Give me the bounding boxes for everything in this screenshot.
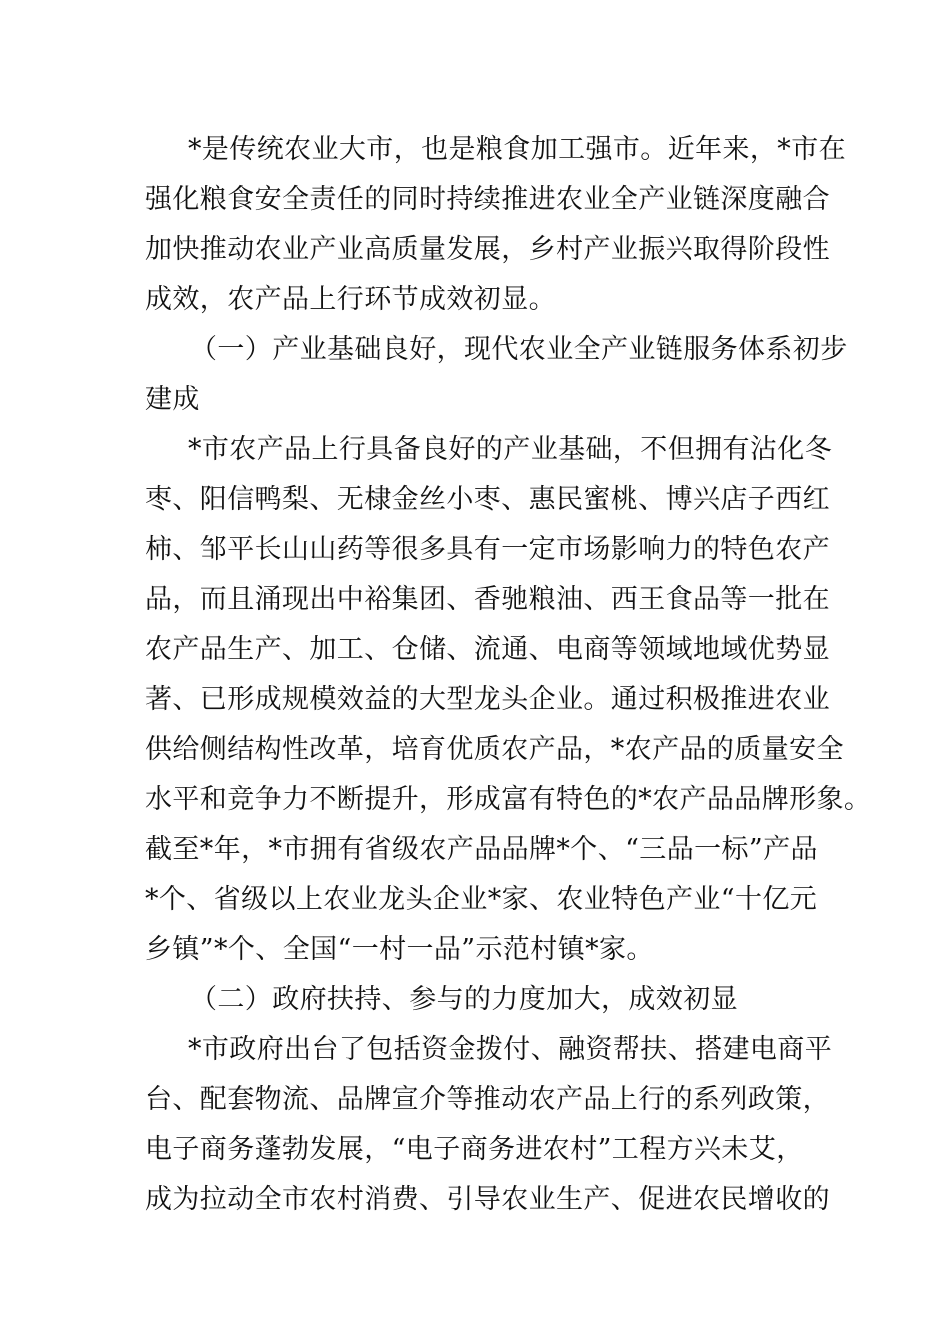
paragraph-3-line-1: *市政府出台了包括资金拨付、融资帮扶、搭建电商平	[188, 1034, 833, 1065]
paragraph-3-line-3: 电子商务蓬勃发展，“电子商务进农村”工程方兴未艾，	[145, 1134, 804, 1165]
paragraph-1-line-2: 强化粮食安全责任的同时持续推进农业全产业链深度融合	[145, 184, 830, 215]
paragraph-2-line-11: 乡镇”*个、全国“一村一品”示范村镇*家。	[145, 934, 654, 965]
section-heading-2: （二）政府扶持、参与的力度加大，成效初显	[190, 984, 738, 1015]
paragraph-2-line-3: 柿、邹平长山山药等很多具有一定市场影响力的特色农产	[145, 534, 830, 565]
section-heading-1-line-1: （一）产业基础良好，现代农业全产业链服务体系初步	[190, 334, 848, 365]
paragraph-2-line-6: 著、已形成规模效益的大型龙头企业。通过积极推进农业	[145, 684, 830, 715]
paragraph-1-line-4: 成效，农产品上行环节成效初显。	[145, 284, 556, 315]
paragraph-2-line-7: 供给侧结构性改革，培育优质农产品，*农产品的质量安全	[145, 734, 844, 765]
paragraph-2-line-1: *市农产品上行具备良好的产业基础，不但拥有沾化冬	[188, 434, 833, 465]
paragraph-2-line-4: 品，而且涌现出中裕集团、香驰粮油、西王食品等一批在	[145, 584, 830, 615]
paragraph-2-line-9: 截至*年，*市拥有省级农产品品牌*个、“三品一标”产品	[145, 834, 818, 865]
paragraph-2-line-5: 农产品生产、加工、仓储、流通、电商等领域地域优势显	[145, 634, 830, 665]
paragraph-3-line-2: 台、配套物流、品牌宣介等推动农产品上行的系列政策，	[145, 1084, 830, 1115]
section-heading-1-line-2: 建成	[145, 384, 200, 415]
paragraph-1-line-3: 加快推动农业产业高质量发展，乡村产业振兴取得阶段性	[145, 234, 830, 265]
paragraph-2-line-8: 水平和竞争力不断提升，形成富有特色的*农产品品牌形象。	[145, 784, 872, 815]
paragraph-1-line-1: *是传统农业大市，也是粮食加工强市。近年来，*市在	[188, 134, 846, 165]
paragraph-2-line-2: 枣、阳信鸭梨、无棣金丝小枣、惠民蜜桃、博兴店子西红	[145, 484, 830, 515]
paragraph-2-line-10: *个、省级以上农业龙头企业*家、农业特色产业“十亿元	[145, 884, 818, 915]
paragraph-3-line-4: 成为拉动全市农村消费、引导农业生产、促进农民增收的	[145, 1184, 830, 1215]
